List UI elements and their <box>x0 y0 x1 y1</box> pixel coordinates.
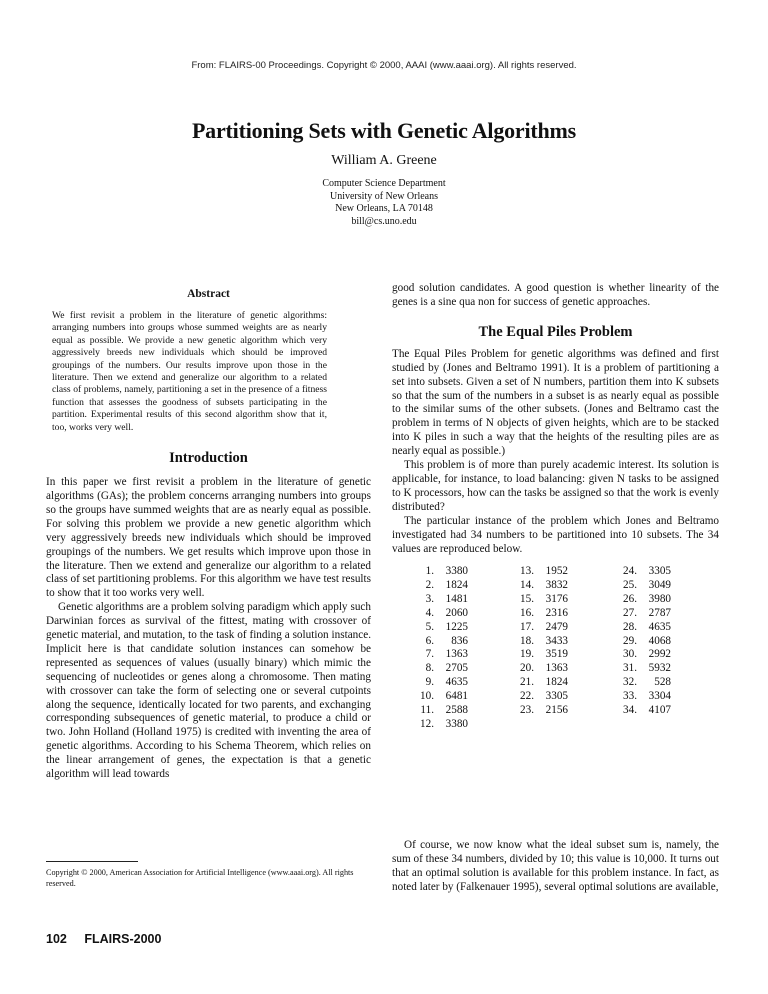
affiliation-email: bill@cs.uno.edu <box>351 215 417 227</box>
abstract-text: We first revisit a problem in the literature of genetic algorithms: arranging numbers into groups whose summed weights are as nearly equal as possible. We provide a new genetic algorithm which very aggressively breeds new individuals which should be improved groupings of the numbers. Our results improve upon those in the literature. Then we extend and generalize our algorithm to a related class of problems, namely, partitioning a set in the presence of a fitness function that assesses the goodness of subsets participating in the partition. Experimental results of this second algorithm show that it, too, works very well. <box>52 310 327 433</box>
number-row <box>412 593 468 607</box>
number-row <box>512 690 568 704</box>
page-footer <box>46 932 161 946</box>
number-index: 6. <box>425 634 434 647</box>
number-value: 3305 <box>545 690 568 703</box>
number-value: 5932 <box>648 662 671 675</box>
number-index: 33. <box>623 690 637 703</box>
number-index: 25. <box>623 578 637 591</box>
number-index: 8. <box>425 662 434 675</box>
number-index: 11. <box>420 704 434 717</box>
number-index: 31. <box>623 662 637 675</box>
number-row <box>512 676 568 690</box>
number-index: 26. <box>623 592 637 605</box>
continued-paragraph: good solution candidates. A good question is whether linearity of the genes is a sine qua non for success of genetic approaches. <box>392 282 719 308</box>
number-value: 2992 <box>648 648 671 661</box>
number-index: 13. <box>520 565 534 577</box>
number-row <box>412 579 468 593</box>
number-row <box>512 621 568 635</box>
number-value: 836 <box>451 634 468 647</box>
introduction-paragraph-1: In this paper we first revisit a problem in the literature of genetic algorithms (GAs); the problem concerns arranging numbers into groups so the groups have summed weights that are as nearly equal as possible. For solving this problem we provide a new genetic algorithm which very aggressively breeds new individuals which should be improved groupings of the numbers. We get results which improve upon those in the literature. Then we extend and generalize our algorithm to a related class of set partitioning problems. For this algorithm we have test results to show that it too works very well. <box>46 476 372 600</box>
number-row <box>615 635 671 649</box>
numbers-column-1 <box>412 565 468 732</box>
number-value: 3176 <box>545 592 568 605</box>
number-value: 2156 <box>545 704 568 717</box>
number-value: 1363 <box>545 662 568 675</box>
number-row <box>412 704 468 718</box>
number-row <box>615 662 671 676</box>
author-name: William A. Greene <box>331 153 437 168</box>
number-value: 3049 <box>648 578 671 591</box>
number-index: 18. <box>520 634 534 647</box>
number-value: 2588 <box>445 704 468 717</box>
number-value: 4635 <box>445 676 468 689</box>
number-value: 3380 <box>445 717 468 730</box>
number-row <box>412 718 468 732</box>
number-index: 15. <box>520 592 534 605</box>
number-value: 4107 <box>648 704 671 717</box>
number-row <box>512 635 568 649</box>
number-index: 16. <box>520 606 534 619</box>
right-column <box>392 282 719 556</box>
number-row <box>615 565 671 579</box>
number-value: 1481 <box>445 592 468 605</box>
number-row <box>412 648 468 662</box>
number-value: 3433 <box>545 634 568 647</box>
number-index: 9. <box>425 676 434 689</box>
number-row <box>512 579 568 593</box>
number-value: 2479 <box>545 620 568 633</box>
number-value: 3832 <box>545 578 568 591</box>
number-row <box>412 676 468 690</box>
number-index: 34. <box>623 704 637 717</box>
number-row <box>615 704 671 718</box>
number-value: 528 <box>654 676 671 689</box>
number-value: 6481 <box>445 690 468 703</box>
number-value: 4635 <box>648 620 671 633</box>
number-row <box>412 690 468 704</box>
number-row <box>615 607 671 621</box>
number-row <box>512 607 568 621</box>
number-index: 22. <box>520 690 534 703</box>
number-value: 3304 <box>648 690 671 703</box>
equal-piles-paragraph-4: Of course, we now know what the ideal subset sum is, namely, the sum of these 34 numbers, divided by 10; this value is 10,000. It turns out that an optimal solution is available for this problem instance. In fact, as noted later by (Falkenauer 1995), several optimal solutions are available, <box>392 839 719 893</box>
number-value: 1952 <box>545 565 568 577</box>
equal-piles-paragraph-3: The particular instance of the problem which Jones and Beltramo investigated had 34 numbers to be partitioned into 10 subsets. The 34 values are reproduced below. <box>392 514 719 555</box>
introduction-paragraph-2: Genetic algorithms are a problem solving paradigm which apply such Darwinian forces as survival of the fittest, mating with crossover of genetic material, and mutation, to the task of finding a solution instance. Implicit here is that candidate solution instances can somehow be represented as sequences of values (usually binary) which mimic the sequencing of nucleotides or genes along a chromosome. Then mating with crossover can take the form of selecting one or several cutpoints along the sequence, identically located for two parents, and exchanging corresponding subsequences of genetic material, to produce a child or two. John Holland (Holland 1975) is credited with inventing the area of genetic algorithms. According to his Schema Theorem, which relies on the linear arrangement of genes, the expectation is that a genetic algorithm will lead towards <box>46 601 371 781</box>
number-index: 12. <box>420 717 434 730</box>
number-row <box>615 621 671 635</box>
number-row <box>512 648 568 662</box>
number-row <box>512 662 568 676</box>
source-note: From: FLAIRS-00 Proceedings. Copyright © 2000, AAAI (www.aaai.org). All rights reserved. <box>191 60 577 71</box>
number-value: 1363 <box>445 648 468 661</box>
number-index: 17. <box>520 620 534 633</box>
number-row <box>615 676 671 690</box>
number-index: 4. <box>425 606 434 619</box>
number-value: 3305 <box>648 565 671 577</box>
number-index: 10. <box>420 690 434 703</box>
affiliation-department: Computer Science Department <box>322 178 446 189</box>
numbers-column-3 <box>615 565 671 718</box>
number-index: 23. <box>520 704 534 717</box>
number-row <box>412 662 468 676</box>
abstract-heading: Abstract <box>187 288 230 300</box>
number-value: 1225 <box>445 620 468 633</box>
number-value: 2060 <box>445 606 468 619</box>
number-value: 2787 <box>648 606 671 619</box>
number-index: 2. <box>425 578 434 591</box>
number-value: 3519 <box>545 648 568 661</box>
number-index: 30. <box>623 648 637 661</box>
left-column <box>46 288 371 782</box>
number-value: 2705 <box>445 662 468 675</box>
number-index: 7. <box>425 648 434 661</box>
affiliation-university: University of New Orleans <box>329 190 439 202</box>
number-value: 1824 <box>545 676 568 689</box>
equal-piles-paragraph-1: The Equal Piles Problem for genetic algorithms was defined and first studied by (Jones and Beltramo 1991). It is a problem of partitioning a set into subsets. Given a set of N numbers, partition them into K subsets so that the sum of the numbers in a subset is as nearly equal as possible to the similar sums of the other subsets. (Jones and Beltramo cast the problem in terms of N objects of given heights, which are to be stacked into K piles in such a way that the heights of the resulting piles are as nearly equal as possible.) <box>392 347 719 458</box>
number-row <box>512 565 568 579</box>
number-index: 32. <box>623 676 637 689</box>
number-index: 19. <box>520 648 534 661</box>
number-index: 3. <box>425 592 434 605</box>
number-index: 20. <box>520 662 534 675</box>
number-index: 24. <box>623 565 637 577</box>
number-row <box>615 593 671 607</box>
number-row <box>512 593 568 607</box>
number-index: 21. <box>520 676 534 689</box>
number-row <box>512 704 568 718</box>
number-index: 29. <box>623 634 637 647</box>
number-value: 3980 <box>648 592 671 605</box>
number-value: 2316 <box>545 606 568 619</box>
number-row <box>615 690 671 704</box>
number-index: 27. <box>623 606 637 619</box>
footnote-rule <box>46 861 138 862</box>
number-row <box>412 621 468 635</box>
page-number: 102 <box>46 932 67 946</box>
numbers-column-2 <box>512 565 568 718</box>
right-column-lower <box>392 839 719 895</box>
copyright-footnote: Copyright © 2000, American Association for Artificial Intelligence (www.aaai.org). All rights reserved. <box>46 868 354 888</box>
number-row <box>412 635 468 649</box>
number-row <box>615 579 671 593</box>
introduction-heading: Introduction <box>169 450 248 467</box>
equal-piles-heading: The Equal Piles Problem <box>478 323 633 340</box>
affiliation <box>0 178 768 228</box>
number-index: 28. <box>623 620 637 633</box>
number-row <box>615 648 671 662</box>
number-value: 4068 <box>648 634 671 647</box>
venue-label: FLAIRS-2000 <box>84 932 162 946</box>
equal-piles-paragraph-2: This problem is of more than purely academic interest. Its solution is applicable, for instance, to load balancing: given N tasks to be assigned to K processors, how can the tasks be assigned so that the work is evenly distributed? <box>392 459 719 513</box>
number-index: 5. <box>425 620 434 633</box>
number-index: 14. <box>520 578 534 591</box>
number-value: 3380 <box>445 565 468 577</box>
number-value: 1824 <box>445 578 468 591</box>
number-row <box>412 565 468 579</box>
paper-title: Partitioning Sets with Genetic Algorithms <box>191 118 577 143</box>
number-row <box>412 607 468 621</box>
number-index: 1. <box>425 565 434 577</box>
affiliation-address: New Orleans, LA 70148 <box>335 203 433 215</box>
